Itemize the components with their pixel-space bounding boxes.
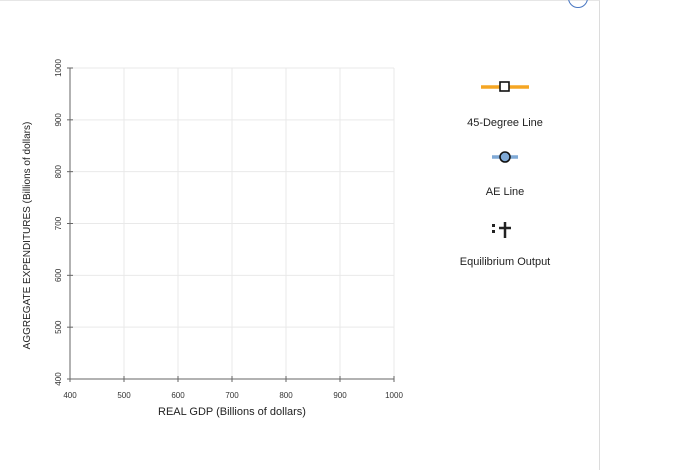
y-tick-label: 700 — [54, 216, 64, 231]
legend-label-equilibrium: Equilibrium Output — [459, 256, 551, 268]
x-tick-label: 600 — [171, 391, 185, 400]
x-tick-label: 900 — [333, 391, 347, 400]
x-tick-label: 700 — [225, 391, 239, 400]
y-tick-label: 900 — [54, 113, 64, 127]
y-tick-label: 1000 — [54, 59, 64, 77]
grid — [70, 68, 394, 379]
circle-icon — [500, 152, 510, 162]
legend-label-45-degree: 45-Degree Line — [467, 117, 543, 129]
y-tick-label: 500 — [54, 320, 64, 334]
y-tick-labels — [54, 59, 63, 386]
x-tick-label: 1000 — [385, 391, 403, 400]
axes — [67, 68, 394, 382]
x-tick-labels — [63, 391, 403, 400]
legend-label-ae-line: AE Line — [485, 186, 525, 198]
plus-icon — [492, 224, 495, 227]
y-tick-label: 600 — [54, 268, 64, 283]
legend-45-degree-marker[interactable] — [481, 82, 529, 91]
x-axis-label: REAL GDP (Billions of dollars) — [158, 406, 306, 418]
x-tick-label: 400 — [63, 391, 77, 400]
y-axis-label: AGGREGATE EXPENDITURES (Billions of dollars) — [22, 121, 33, 350]
x-tick-label: 500 — [117, 391, 131, 400]
y-tick-label: 800 — [54, 164, 64, 179]
square-icon — [500, 82, 509, 91]
x-tick-label: 800 — [279, 391, 293, 400]
legend-ae-marker[interactable] — [492, 152, 518, 162]
legend-equilibrium-marker[interactable] — [492, 222, 511, 238]
y-tick-label: 400 — [54, 372, 64, 386]
